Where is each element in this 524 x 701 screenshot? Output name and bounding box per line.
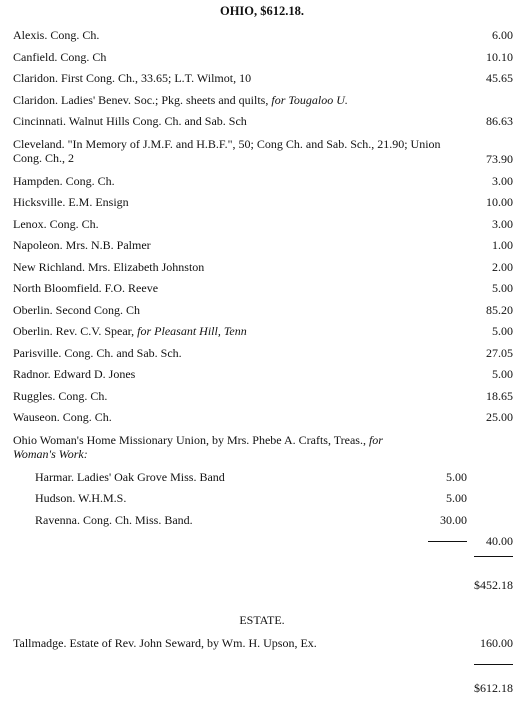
entry-amount: 10.00 [486, 195, 513, 209]
entry-note: for Tougaloo U. [271, 93, 348, 107]
entry-amount: 25.00 [486, 410, 513, 424]
sub-entry-label: Harmar. Ladies' Oak Grove Miss. Band [35, 470, 225, 484]
entry-amount: 3.00 [492, 174, 513, 188]
total-rule [474, 556, 513, 557]
entry-amount: 3.00 [492, 217, 513, 231]
subtotal-rule [428, 541, 467, 542]
entry-amount: 27.05 [486, 346, 513, 360]
entry-label: Radnor. Edward D. Jones [13, 367, 136, 381]
entry-amount: 45.65 [486, 71, 513, 85]
entry-label: North Bloomfield. F.O. Reeve [13, 281, 159, 295]
entry-amount: 5.00 [492, 367, 513, 381]
entry-label: Alexis. Cong. Ch. [13, 28, 100, 42]
entry-amount: 10.10 [486, 50, 513, 64]
entry-amount: 5.00 [492, 324, 513, 338]
estate-heading: ESTATE. [239, 613, 285, 627]
sub-entry-amount: 5.00 [446, 470, 467, 484]
entry-label: Ruggles. Cong. Ch. [13, 389, 108, 403]
entry-label: Parisville. Cong. Ch. and Sab. Sch. [13, 346, 182, 360]
entry-amount: 6.00 [492, 28, 513, 42]
grand-total-amount: $612.18 [474, 681, 513, 695]
sub-list-item [35, 491, 467, 505]
section-title: OHIO, $612.18. [219, 4, 305, 18]
sub-entry-amount: 5.00 [446, 491, 467, 505]
entry-amount: 73.90 [486, 152, 513, 166]
entry-note: for Pleasant Hill, Tenn [137, 324, 247, 338]
entry-label: Hampden. Cong. Ch. [13, 174, 115, 188]
entry-label: Napoleon. Mrs. N.B. Palmer [13, 238, 151, 252]
sub-entry-label: Hudson. W.H.M.S. [35, 491, 127, 505]
estate-amount: 160.00 [480, 636, 513, 650]
entry-label: Cincinnati. Walnut Hills Cong. Ch. and Sab. Sch [13, 114, 247, 128]
entry-label: Cleveland. "In Memory of J.M.F. and H.B.F.", 50; Cong Ch. and Sab. Sch., 21.90; Union Cong. Ch., 2 [13, 137, 441, 165]
entry-label: New Richland. Mrs. Elizabeth Johnston [13, 260, 205, 274]
sub-list-item [35, 470, 467, 484]
sub-entry-label: Ravenna. Cong. Ch. Miss. Band. [35, 513, 193, 527]
total-amount: $452.18 [474, 578, 513, 592]
entry-amount: 86.63 [486, 114, 513, 128]
entry-note: for Woman's Work: [13, 433, 383, 461]
entry-label: Lenox. Cong. Ch. [13, 217, 99, 231]
entry-label: Oberlin. Rev. C.V. Spear, for Pleasant Hill, Tenn [13, 324, 247, 338]
entry-amount: 5.00 [492, 281, 513, 295]
entry-label: Ohio Woman's Home Missionary Union, by Mrs. Phebe A. Crafts, Treas., for Woman's Work: [13, 433, 383, 461]
entry-label: Hicksville. E.M. Ensign [13, 195, 129, 209]
entry-label: Claridon. First Cong. Ch., 33.65; L.T. Wilmot, 10 [13, 71, 252, 85]
entry-label: Canfield. Cong. Ch [13, 50, 107, 64]
subtotal-amount: 40.00 [486, 534, 513, 548]
grand-total-rule [474, 664, 513, 665]
estate-label: Tallmadge. Estate of Rev. John Seward, by Wm. H. Upson, Ex. [13, 636, 317, 650]
entry-label: Wauseon. Cong. Ch. [13, 410, 112, 424]
entry-label: Claridon. Ladies' Benev. Soc.; Pkg. sheets and quilts, for Tougaloo U. [13, 93, 348, 107]
entry-amount: 85.20 [486, 303, 513, 317]
sub-list-item [35, 513, 467, 527]
sub-entry-amount: 30.00 [440, 513, 467, 527]
entry-amount: 1.00 [492, 238, 513, 252]
entry-amount: 2.00 [492, 260, 513, 274]
entry-amount: 18.65 [486, 389, 513, 403]
entry-label: Oberlin. Second Cong. Ch [13, 303, 140, 317]
